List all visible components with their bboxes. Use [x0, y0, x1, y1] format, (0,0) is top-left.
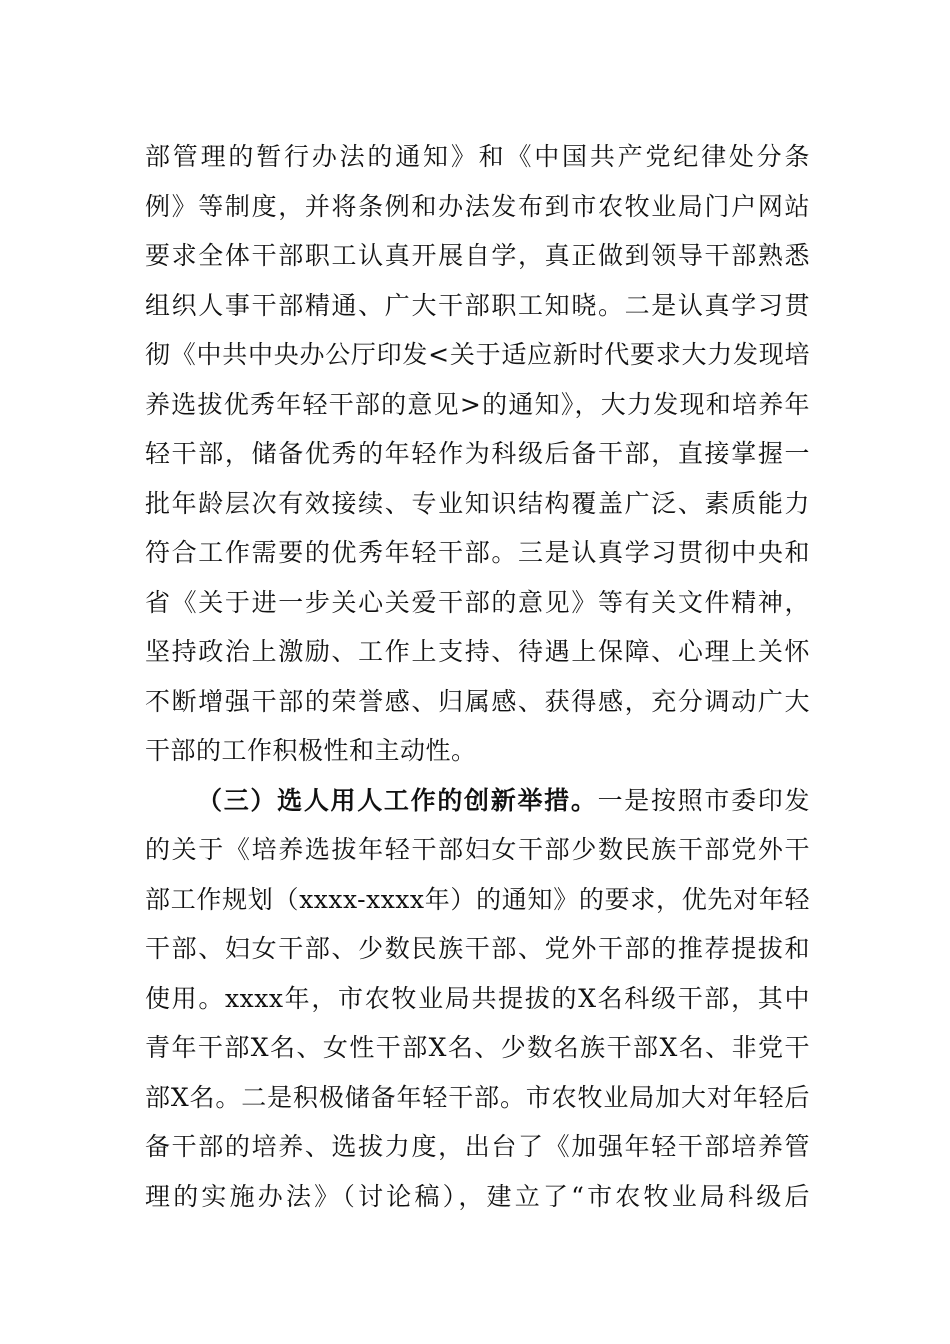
paragraph-line: 省《关于进一步关心关爱干部的意见》等有关文件精神， [145, 587, 810, 617]
paragraph-line: 养选拔优秀年轻干部的意见>的通知》，大力发现和培养年 [145, 389, 810, 419]
section-3-heading: （三）选人用人工作的创新举措。 [197, 785, 598, 815]
section-3-lead-text: 一是按照市委印发 [597, 785, 810, 815]
paragraph-line: 例》等制度，并将条例和办法发布到市农牧业局门户网站 [145, 191, 810, 221]
paragraph-line: 坚持政治上激励、工作上支持、待遇上保障、心理上关怀 [145, 637, 810, 666]
paragraph-line: 不断增强干部的荣誉感、归属感、获得感，充分调动广大 [145, 686, 810, 716]
paragraph-line: 青年干部X名、女性干部X名、少数名族干部X名、非党干 [145, 1033, 810, 1062]
paragraph-line: 部管理的暂行办法的通知》和《中国共产党纪律处分条 [145, 142, 810, 171]
paragraph-line: 组织人事干部精通、广大干部职工知晓。二是认真学习贯 [145, 290, 810, 320]
paragraph-line: 部X名。二是积极储备年轻干部。市农牧业局加大对年轻后 [145, 1082, 810, 1112]
paragraph-line: 备干部的培养、选拔力度，出台了《加强年轻干部培养管 [145, 1132, 810, 1161]
paragraph-line: 的关于《培养选拔年轻干部妇女干部少数民族干部党外干 [145, 835, 810, 864]
paragraph-line: 干部、妇女干部、少数民族干部、党外干部的推荐提拔和 [145, 934, 810, 963]
section-3-first-line [145, 776, 810, 826]
paragraph-line: 批年龄层次有效接续、专业知识结构覆盖广泛、素质能力 [145, 488, 810, 518]
body-text [145, 132, 810, 1221]
paragraph-line: 轻干部，储备优秀的年轻作为科级后备干部，直接掌握一 [145, 439, 810, 468]
paragraph-line: 理的实施办法》（讨论稿），建立了“市农牧业局科级后 [145, 1181, 810, 1211]
paragraph-line: 使用。xxxx年，市农牧业局共提拔的X名科级干部，其中 [145, 983, 810, 1013]
paragraph-line: 部工作规划（xxxx-xxxx年）的通知》的要求，优先对年轻 [145, 884, 810, 914]
paragraph-line: 符合工作需要的优秀年轻干部。三是认真学习贯彻中央和 [145, 538, 810, 567]
paragraph-line: 彻《中共中央办公厅印发<关于适应新时代要求大力发现培 [145, 340, 810, 369]
paragraph-line: 要求全体干部职工认真开展自学，真正做到领导干部熟悉 [145, 241, 810, 270]
paragraph-line: 干部的工作积极性和主动性。 [145, 736, 477, 765]
